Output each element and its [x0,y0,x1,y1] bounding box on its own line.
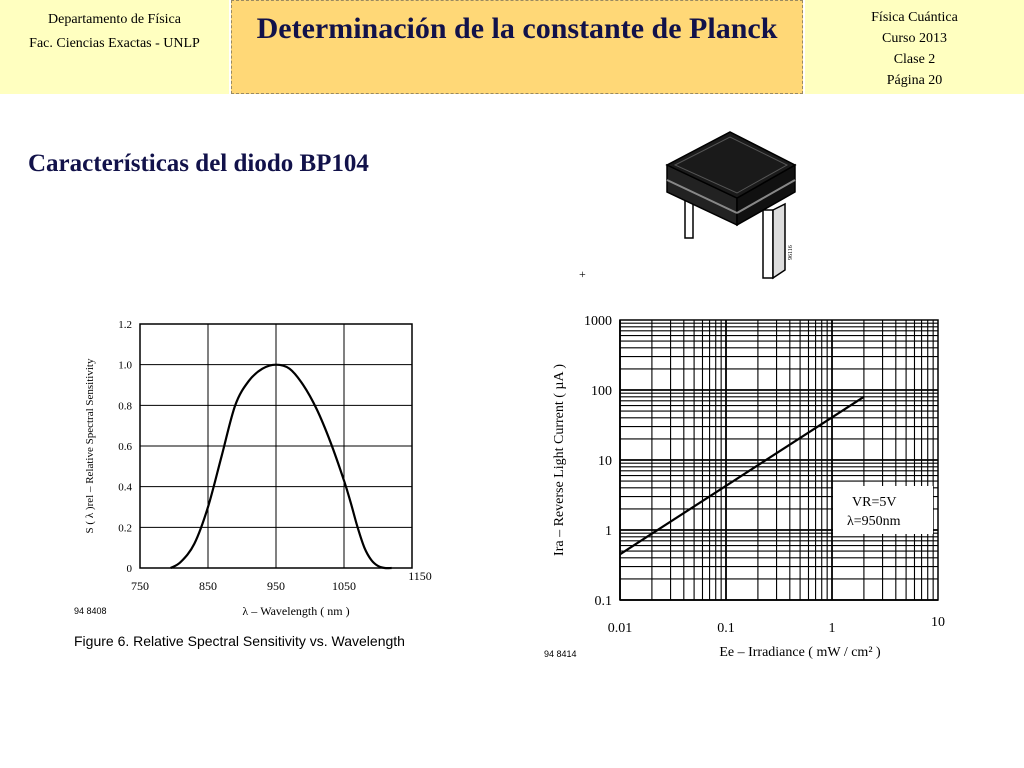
y-tick-label: 1000 [584,314,612,329]
header-department-box [0,0,229,94]
y-tick-label: 0.8 [118,400,132,413]
figure-caption: Figure 6. Relative Spectral Sensitivity vs. Wavelength [74,633,405,649]
x-tick-label: 750 [131,579,149,593]
x-tick-label: 950 [267,579,285,593]
header-department: Departamento de Física [48,12,181,27]
y-tick-label: 0.6 [118,441,132,453]
header-page: Página 20 [886,73,943,88]
y-tick-label: 10 [598,454,612,469]
package-label: 96116 [788,245,794,260]
x-tick-label: 1 [828,621,836,636]
x-axis-label: Ee – Irradiance ( mW / cm² ) [719,645,881,660]
diode-package-image [655,120,805,285]
header-course: Curso 2013 [882,31,947,46]
y-tick-label: 1 [605,524,612,539]
axis-end-marker: + [579,270,586,281]
spectral-sensitivity-chart [60,300,500,660]
y-axis-label: Ira – Reverse Light Current ( µA ) [552,364,567,556]
y-tick-label: 1.0 [118,359,132,372]
annotation-wavelength: λ=950nm [847,514,901,529]
y-tick-label: 0.2 [118,522,132,535]
y-axis-label: S ( λ )rel – Relative Spectral Sensitivity [84,358,96,534]
x-tick-label: 1050 [332,579,356,593]
y-tick-label: 0 [126,563,132,575]
x-tick-label: 1150 [408,569,432,583]
header-course-box [805,0,1024,94]
page-title: Determinación de la constante de Planck [256,12,778,45]
header-faculty: Fac. Ciencias Exactas - UNLP [29,36,200,51]
header-class: Clase 2 [893,52,936,67]
light-current-chart [530,270,995,670]
figure-code: 94 8408 [74,606,107,616]
header-subject: Física Cuántica [871,10,958,25]
y-tick-label: 0.1 [594,594,612,609]
x-tick-label: 10 [931,615,945,630]
annotation-voltage: VR=5V [852,495,897,510]
sensitivity-curve [171,365,392,568]
x-tick-label: 850 [199,579,217,593]
y-tick-label: 0.4 [118,481,132,494]
slide-subtitle: Características del diodo BP104 [28,150,369,177]
y-tick-label: 1.2 [118,319,132,331]
y-tick-label: 100 [591,384,612,399]
x-tick-label: 0.01 [607,621,633,636]
x-tick-label: 0.1 [717,621,735,636]
header-title-box [231,0,803,94]
figure-code: 94 8414 [544,649,577,659]
x-axis-label: λ – Wavelength ( nm ) [242,604,350,618]
